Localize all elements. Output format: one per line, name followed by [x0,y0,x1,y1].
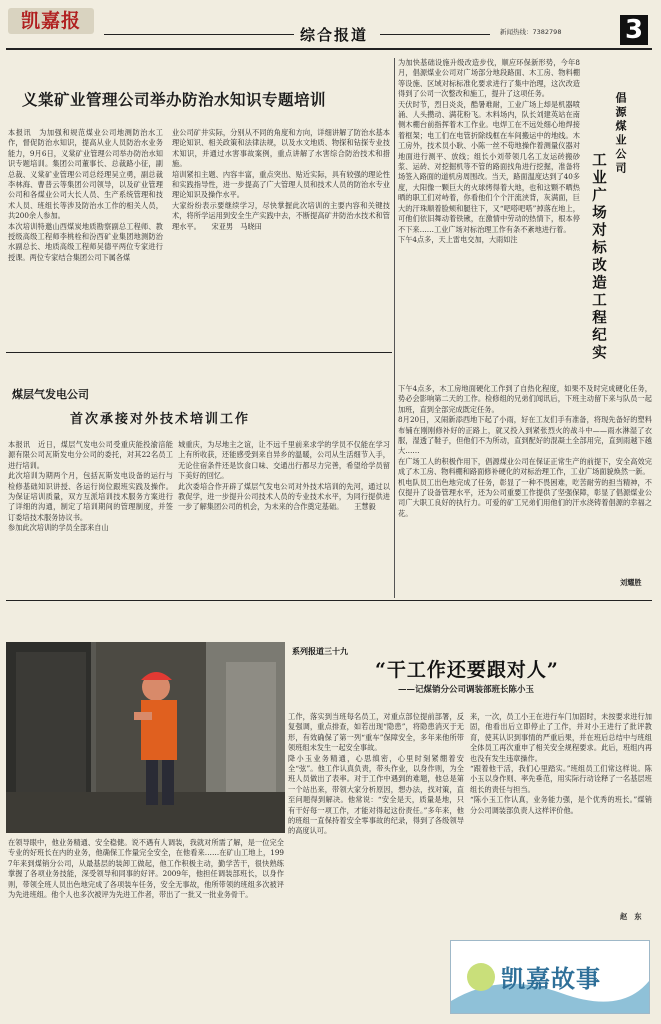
feature-byline: 赵 东 [620,912,642,921]
story-logo-box [450,940,650,1014]
page-number: 3 [620,15,648,45]
column-divider [394,58,395,598]
article1-divider [6,352,392,353]
section-title: 综合报道 [300,26,369,44]
article1-column-2: 业公司矿井实际，分别从不同的角度和方向，详细讲解了防治水基本理论知识、相关政策和法律法规，以及水文地质、物探和钻探专业技术知识，并通过水害事故案例，重点讲解了水害综合防治技术和措施。 培训紧扣主题、内容丰富，重点突出、贴近实际，具有较强的理论性和实践指导性，进一步提高了广大管理人员和技术人员的防治水专业理论知识及操作水平。 大家纷纷表示要继续学习，尽快掌握此次培训的主要内容和关键技术，将所学运用到安全生产实践中去，不断提高矿井防治水技术和管理水平。 宋亚男 马晓田 [172,128,390,231]
article2-kicker: 煤层气发电公司 [12,388,89,401]
header-rule [104,34,294,35]
feature-subtitle: ——记煤销分公司调装部班长陈小玉 [398,685,535,695]
feature-column-3: 来，一次，员工小王在进行车门加固时，未按要求进行加固，他看出后立即停止了工作，并对小王进行了批评教育，使其认识到事情的严重后果，并在班后总结中与班组全体员工再次重申了相关安全规程要求。此后，班组内再也没有发生违章操作。 “跟着他干活，我们心里踏实。”班组员工们常这样说。陈小玉以身作则、率先垂范，用实际行动诠释了一名基层班组长的责任与担当。 “陈小玉工作认真，业务能力强，是个优秀的班长。”煤销分公司调装部负责人这样评价他。 [470,712,652,815]
article1-column-1: 本报讯 为加强和规范煤业公司地测防治水工作，督促防治水知识，提高从业人员防治水业务能力，9月6日，义棠矿业管理公司举办防治水知识专题培训。集团公司董事长、总裁路小征，副总裁、义棠矿业管理公司总经理吴立勇，副总裁李林海、曹普云等集团公司领导，以及矿业管理公司和各煤业公司大长人员、生产系统管理和技术人员、班组长等涉及防治水工作的相关人员，共200余人参加。 本次培训特邀山西煤炭地质勘察副总工程师、教授级高级工程师李桃栓和汾西矿业集团地测防治水副总长、地质高级工程师吴德平两位专家进行授课。两位专家结合集团公司下属各煤 [8,128,163,262]
article2-title: 首次承接对外技术培训工作 [70,412,251,427]
feature-caption-column: 在领导眼中，他业务精通、安全稳健。说不遇有人调装，我就对所需了解，是一位完全专业的好班长在内的业务，他确保工作量完全安全，在他看来……在矿山工地上，1997年来到煤销分公司，从最基层的装卸工做起，他工作积极主动，勤学苦干，很快熟练掌握了各项业务技能，深受领导和同事的好评。2009年，他担任调装部班长，以身作则，带领全班人员出色地完成了各项装车任务，安全无事故，他所带领的班组多次被评为先进班组。他个人也多次被评为先进工作者，带出了一批又一批业务骨干。 [8,838,284,900]
feature-title: “干工作还要跟对人” [375,659,559,681]
feature-column-2: 工作，落实到当班每名员工，对重点部位提前部署，反复强调，重点排查，如若出现“隐患”，将隐患消灭于无形，有效确保了第一列“重车”保障安全，多年来他所带领班组未发生一起安全事故。 降小玉业务精通，心思缜密，心里时刻紧绷着安全“弦”。他工作认真负责，带头作业，以身作则，为全班人员做出了表率。对于工作中遇到的难题，他总是第一个站出来，带领大家分析原因，想办法，找对策，直至问题得到解决。他常说：“安全是天，质量是地，只有干好每一项工作，才能对得起这份责任。”多年来，他的班组一直保持着安全零事故的纪录，得到了各级领导的高度认可。 [288,712,464,836]
mid-page-rule [6,600,652,601]
article3-vertical-title: 工业广场对标改造工程纪实 [590,152,607,362]
article3-vertical-kicker: 倡源煤业公司 [614,92,627,176]
news-hotline: 新闻热线：7382798 [500,28,562,36]
header-rule [380,34,490,35]
article2-column-2: 城重庆，为尽地主之谊，让不远千里前来求学的学员不仅能在学习上有所收获，还能感受到来自异乡的温暖，公司从生活细节入手，无论住宿条件还是饮食口味、交通出行都尽力完善，希望给学员留下美好的回忆。 此次委培合作开辟了煤层气发电公司对外技术培训的先河，通过以教促学，进一步提升公司技术人员的专业技术水平，为同行提供进一步了解集团公司的机会，为未来的合作奠定基础。 王慧毅 [178,440,390,512]
article3-column-1: 为加快基础设施升级改造步伐，顺应环保新形势，今年8月，倡源煤业公司对广场部分地段路面、木工房、物料棚等设施、区域对标标准化要求进行了集中治理，这次改造得到了公司一次整改和施工，提升了这项任务。 天伏时节，烈日炎炎，酷暑难耐，工业广场上却是机器喷涌、人头攒动、满花粉飞。木料场内，队长刘建英站在南侧木棚台前指挥着木工作业。电焊工在不远处细心地焊接着框架；电工们在电管折除线框在车间搬运中的地线。木工房外，技术员小耿、小陈一丝不苟地操作着测量仪器对地面进行测平、放线；组长小刘带领几名工友运砖搬砂浆、运砖、对挖掘机等不管的路面找角进行挖掘，准备将场签入路面的道机房周围改。当天，路面温度达到了40多度，大阳像一颗巨大的火球烤得着大地，也和这颗不晒热晒的职工们对峙着，你看他们个个汗流浃背，灰满面，巨大的汗珠顺着脸颊和腿往下，又“吧嗒吧嗒”掉落在地上，可他们依旧舞动着铁锹，在激情中劳动的热情下，根本停不下来……工业广场对标治理工作有条不紊地进行着。 下午4点多，天上雷电交加，大雨如注 [398,58,580,244]
story-logo-text: 凯嘉故事 [501,964,601,993]
masthead-bottom-rule [6,48,652,50]
article3-column-2: 下午4点多，木工房地面硬化工作到了自热化程度，如果不及时完成硬化任务，势必会影响第二天的工作。检修组的兄弟们闻讯后，下班主动留下来与队员一起加班，直到全部完成既定任务。 8月20日，又闹新添西地下起了小雨，好在工友们手有准备，将现先备好的塑料布铺在刚刚修补好的正路上，就又投入到紧张烈火的战斗中——雨水淋湿了衣服，湿透了鞋子，但他们不为所动，直到配好的混凝土全部用完，直到雨越下越大…… 在广场工人的积极作用下，倡源煤业公司在保证正常生产的前提下，安全高效完成了木工房、物料棚和路面修补硬化的对标治理工作，工业广场面貌焕然一新。 机电队员工出色地完成了任务，彰显了一种不畏困难，吃苦耐劳的担当精神，不仅提升了设备管理水平，还为公司重要工作提供了坚强保障，彰显了倡源煤业公司广大职工良好的执行力。可爱的矿工兄弟们用他们的汗水浇铸着倡源的幸福之花。 [398,384,652,518]
newspaper-logo: 凯嘉报 [8,8,94,34]
series-label: 系列报道三十九 [292,646,348,656]
article1-title: 义棠矿业管理公司举办防治水知识专题培训 [22,90,327,109]
feature-photo [6,642,285,833]
article3-byline: 刘耀胜 [620,578,642,587]
article2-column-1: 本报讯 近日，煤层气发电公司受重庆能投渝涪能源有限公司瓦斯发电分公司的委托，对其22名员工进行培训。 此次培训为期两个月，包括瓦斯发电设备的运行与检修基础知识讲授、各运行岗位跟班实践及操作。为保证培训质量，双方互派培训技术服务方案进行了详细的沟通，制定了培训期间的管理制度，并签订委培技术服务协议书。 参加此次培训的学员全部来自山 [8,440,173,533]
